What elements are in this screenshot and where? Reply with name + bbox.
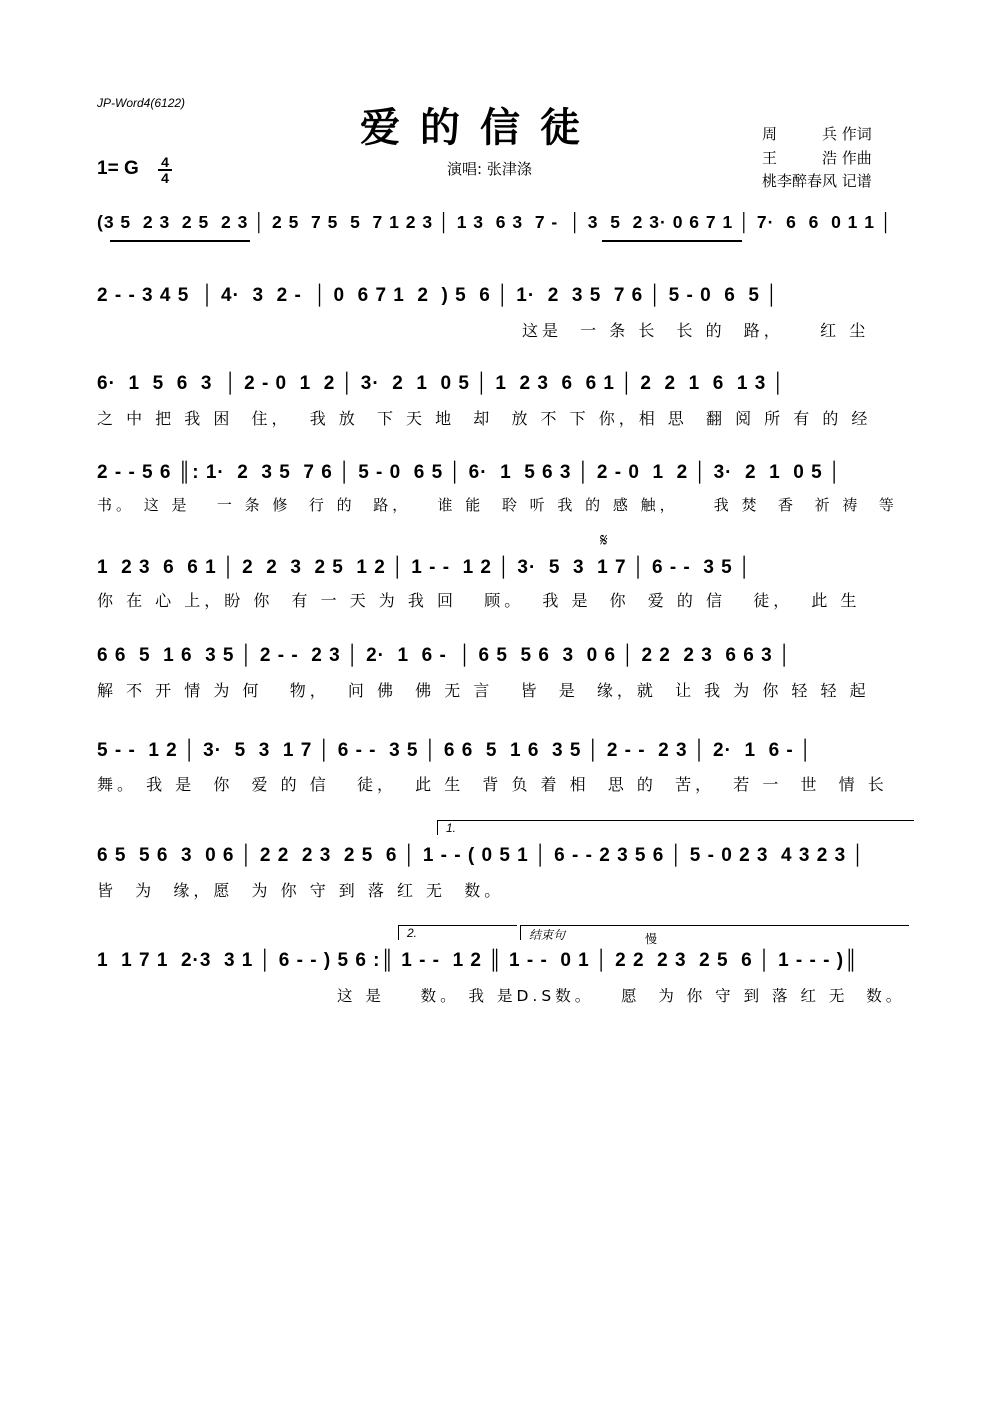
staff-line-2	[97, 285, 909, 311]
volta-first-ending: 1.	[437, 820, 914, 835]
ending-phrase-label: 结束句	[520, 925, 909, 940]
time-sig-bottom: 4	[161, 170, 169, 186]
notes-line-7: 5 - - 1 2 │ 3· 5 3 1 7 │ 6 - - 3 5 │ 6 6 5 1 6 3 5 │ 2 - - 2 3 │ 2· 1 6 - │	[97, 740, 813, 761]
notes-line-9: 1 1 7 1 2·3 3 1 │ 6 - - ) 5 6 :║ 1 - - 1 2 ║ 1 - - 0 1 │ 2 2 2 3 2 5 6 │ 1 - - - )║	[97, 950, 859, 971]
staff-line-1	[97, 212, 909, 238]
notes-line-2: 2 - - 3 4 5 │ 4· 3 2 - │ 0 6 7 1 2 ) 5 6 │ 1· 2 3 5 7 6 │ 5 - 0 6 5 │	[97, 285, 780, 306]
lyrics-line-3: 之 中 把 我 困 住， 我 放 下 天 地 却 放 不 下 你，相 思 翻 阅 所 有 的 经	[97, 409, 872, 428]
staff-line-8	[97, 845, 909, 871]
song-title: 爱的信徒	[360, 104, 600, 151]
transcriber-credit: 桃李醉春风 记谱	[762, 172, 872, 190]
notes-line-1: (3 5 2 3 2 5 2 3 │ 2 5 7 5 5 7 1 2 3 │ 1 3 6 3 7 - │ 3 5 2 3· 0 6 7 1 │ 7· 6 6 0 1 1 │	[97, 212, 893, 232]
lyric-text: 这 是 数。 我 是D.S数。 愿 为 你 守 到 落 红 无 数。	[337, 987, 906, 1005]
staff-line-5	[97, 557, 909, 583]
source-code: JP-Word4(6122)	[97, 96, 186, 110]
time-signature	[158, 155, 172, 185]
segno-mark: 𝄋	[600, 530, 608, 551]
tempo-slow-mark: 慢	[645, 932, 658, 946]
lyrics-line-7: 舞。 我 是 你 爱 的 信 徒， 此 生 背 负 着 相 思 的 苦， 若 一 世 情 长	[97, 775, 888, 794]
lyrics-line-5: 你 在 心 上，盼 你 有 一 天 为 我 回 顾。 我 是 你 爱 的 信 徒， 此 生	[97, 591, 861, 610]
lyrics-line-8: 皆 为 缘，愿 为 你 守 到 落 红 无 数。	[97, 881, 505, 900]
notes-line-3: 6· 1 5 6 3 │ 2 - 0 1 2 │ 3· 2 1 0 5 │ 1 2 3 6 6 1 │ 2 2 1 6 1 3 │	[97, 373, 786, 394]
lyricist-credit: 周 兵 作词	[762, 125, 872, 143]
staff-line-7	[97, 740, 909, 766]
composer-credit: 王 浩 作曲	[762, 149, 872, 167]
lyrics-line-6: 解 不 开 情 为 何 物， 问 佛 佛 无 言 皆 是 缘，就 让 我 为 你 轻 轻 起	[97, 681, 870, 700]
beam	[602, 240, 742, 242]
volta-second-ending: 2.	[398, 925, 517, 940]
time-sig-top: 4	[158, 155, 172, 171]
staff-line-9	[97, 950, 909, 976]
staff-line-4	[97, 462, 909, 488]
notes-line-8: 6 5 5 6 3 0 6 │ 2 2 2 3 2 5 6 │ 1 - - ( 0 5 1 │ 6 - - 2 3 5 6 │ 5 - 0 2 3 4 3 2 3 │	[97, 845, 866, 866]
beam	[110, 240, 250, 242]
notes-line-6: 6 6 5 1 6 3 5 │ 2 - - 2 3 │ 2· 1 6 - │ 6 5 5 6 3 0 6 │ 2 2 2 3 6 6 3 │	[97, 645, 792, 666]
notes-line-5: 1 2 3 6 6 1 │ 2 2 3 2 5 1 2 │ 1 - - 1 2 │ 3· 5 3 1 7 │ 6 - - 3 5 │	[97, 557, 752, 578]
lyric-text: 这是 一 条 长 长 的 路， 红 尘	[522, 321, 870, 340]
notes-line-4: 2 - - 5 6 ║: 1· 2 3 5 7 6 │ 5 - 0 6 5 │ 6· 1 5 6 3 │ 2 - 0 1 2 │ 3· 2 1 0 5 │	[97, 462, 842, 483]
lyrics-line-4: 书。 这 是 一 条 修 行 的 路， 谁 能 聆 听 我 的 感 触， 我 焚 香 祈 祷 等	[97, 496, 898, 514]
key-signature: 1= G	[97, 158, 139, 179]
staff-line-6	[97, 645, 909, 671]
singer-credit: 演唱: 张津涤	[447, 160, 532, 178]
staff-line-3	[97, 373, 909, 399]
